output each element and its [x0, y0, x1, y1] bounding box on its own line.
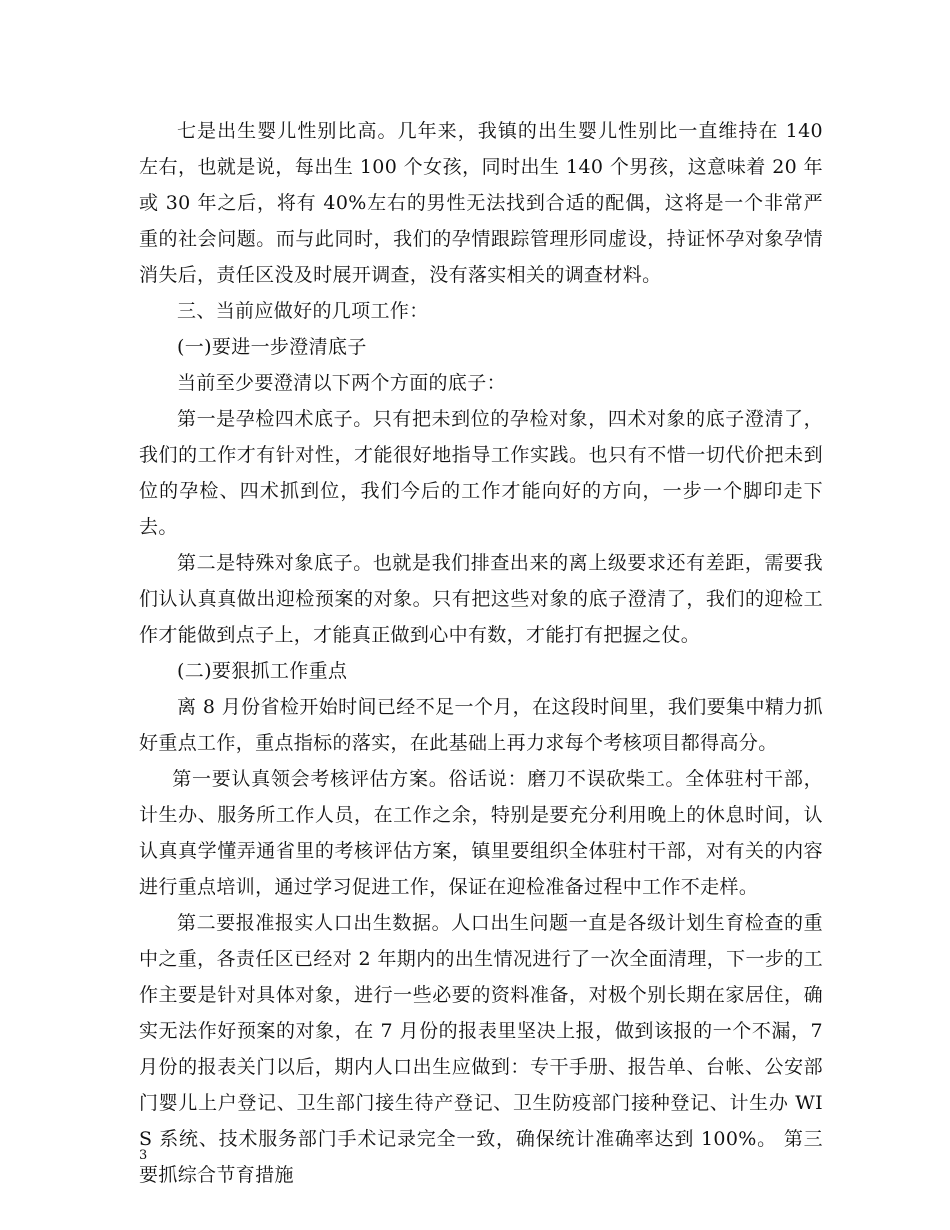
paragraph-august-check: 离 8 月份省检开始时间已经不足一个月，在这段时间里，我们要集中精力抓好重点工作，重点指标的落实，在此基础上再力求每个考核项目都得高分。 [139, 696, 823, 754]
page-number: 3 [139, 1148, 148, 1163]
paragraph-sex-ratio: 七是出生婴儿性别比高。几年来，我镇的出生婴儿性别比一直维持在 140 左右，也就是说，每出生 100 个女孩，同时出生 140 个男孩，这意味着 20 年或 30 年之后，将有 40%左右的男性无法找到合适的配偶，这将是一个非常严重的社会问题。而与此同时，我们的孕情跟踪管理形同虚设，持证怀孕对象孕情消失后，责任区没及时展开调查，没有落实相关的调查材料。 [139, 120, 823, 286]
document-body [139, 113, 823, 1193]
subheading-key-work: (二)要狠抓工作重点 [177, 660, 348, 682]
paragraph-birth-data: 第二要报准报实人口出生数据。人口出生问题一直是各级计划生育检查的重中之重，各责任区已经对 2 年期内的出生情况进行了一次全面清理，下一步的工作主要是针对具体对象，进行一些必要的资料准备，对极个别长期在家居住，确实无法作好预案的对象，在 7 月份的报表里坚决上报，做到该报的一个不漏，7 月份的报表关门以后，期内人口出生应做到：专干手册、报告单、台帐、公安部门婴儿上户登记、卫生部门接生待产登记、卫生防疫部门接种登记、计生办 WIS 系统、技术服务部门手术记录完全一致，确保统计准确率达到 100%。 第三要抓综合节育措施 [139, 912, 823, 1186]
paragraph-first-base: 第一是孕检四术底子。只有把未到位的孕检对象，四术对象的底子澄清了，我们的工作才有针对性，才能很好地指导工作实践。也只有不惜一切代价把未到位的孕检、四术抓到位，我们今后的工作才能向好的方向，一步一个脚印走下去。 [139, 408, 823, 538]
section-heading-three: 三、当前应做好的几项工作： [177, 300, 429, 322]
paragraph-two-aspects: 当前至少要澄清以下两个方面的底子： [177, 372, 506, 394]
paragraph-assessment-plan: 第一要认真领会考核评估方案。俗话说：磨刀不误砍柴工。全体驻村干部，计生办、服务所工作人员，在工作之余，特别是要充分利用晚上的休息时间，认认真真学懂弄通省里的考核评估方案，镇里要组织全体驻村干部，对有关的内容进行重点培训，通过学习促进工作，保证在迎检准备过程中工作不走样。 [139, 768, 823, 898]
subheading-clarify-base: (一)要进一步澄清底子 [177, 336, 367, 358]
paragraph-second-base: 第二是特殊对象底子。也就是我们排查出来的离上级要求还有差距，需要我们认认真真做出迎检预案的对象。只有把这些对象的底子澄清了，我们的迎检工作才能做到点子上，才能真正做到心中有数，才能打有把握之仗。 [139, 552, 823, 646]
